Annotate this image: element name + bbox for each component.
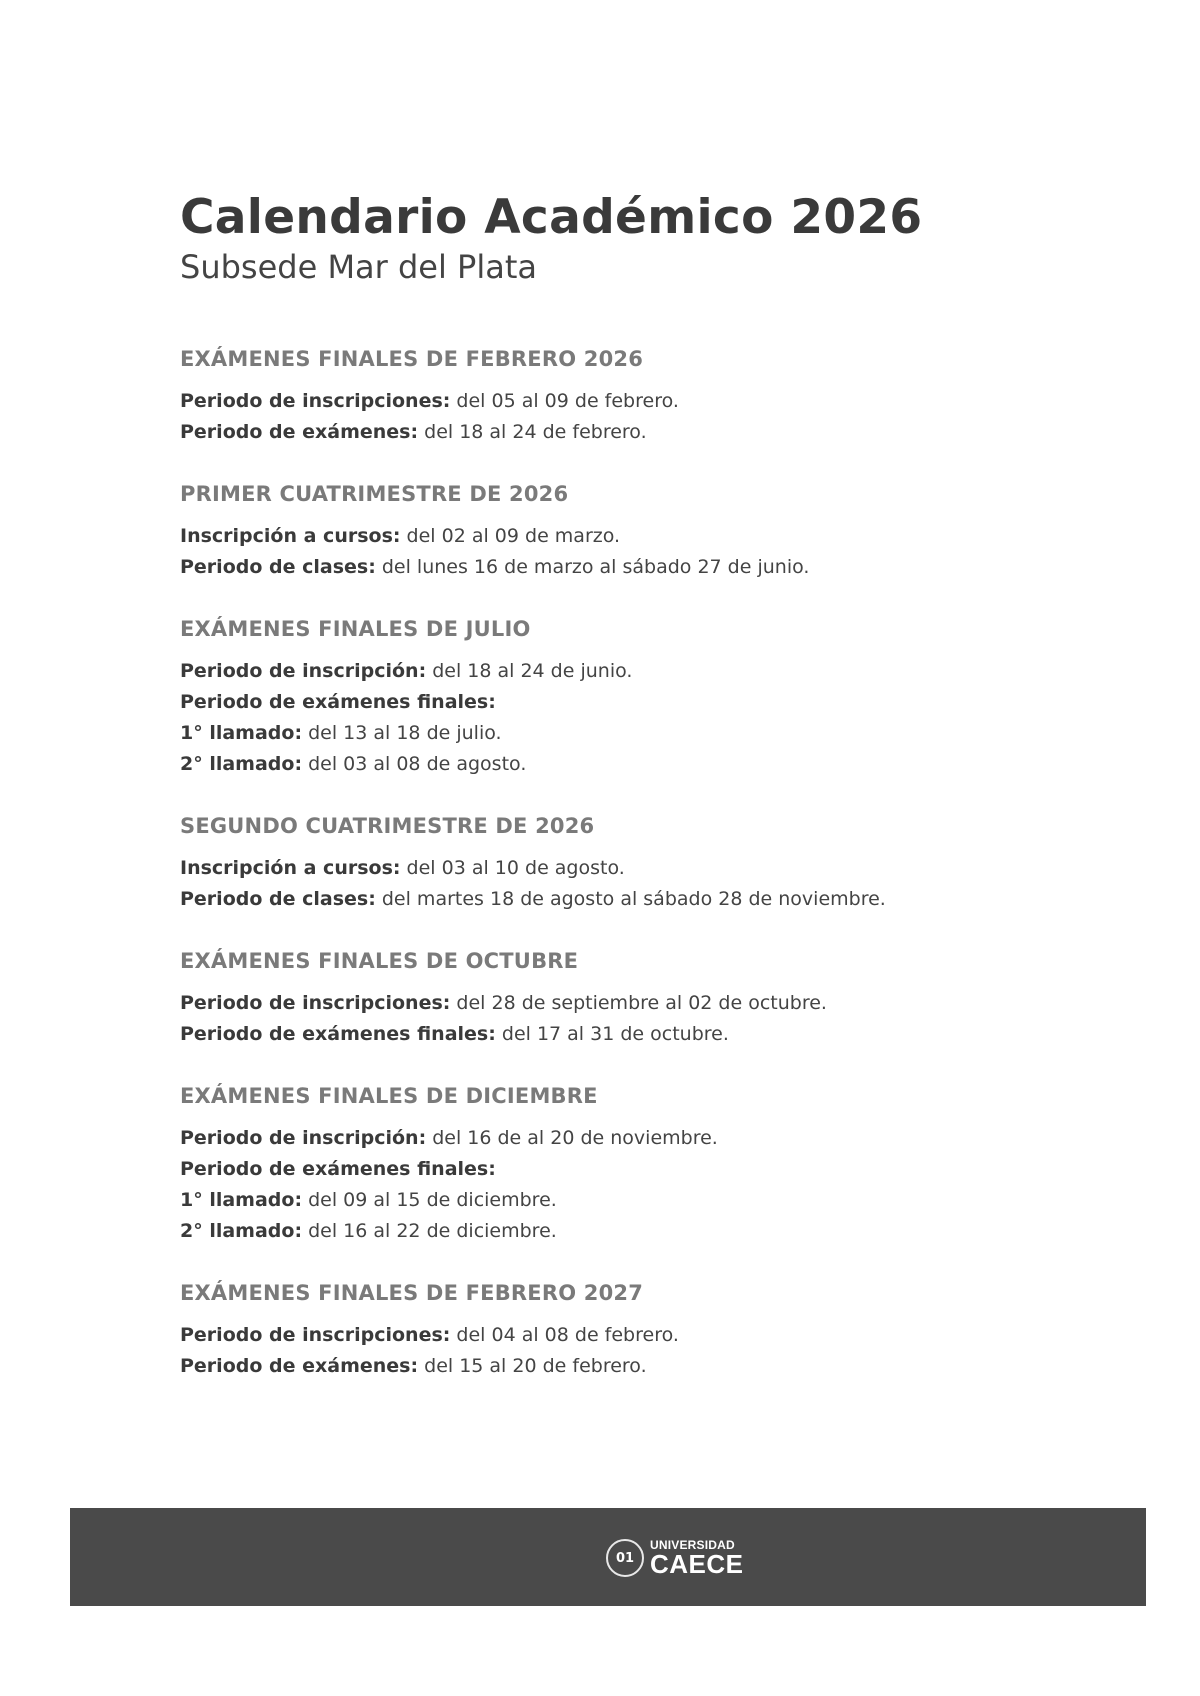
- entry-text: del 09 al 15 de diciembre.: [302, 1189, 557, 1211]
- calendar-entry: [180, 988, 1080, 1019]
- entry-label: Periodo de clases:: [180, 556, 376, 578]
- calendar-entry: [180, 552, 1080, 583]
- calendar-entry: [180, 718, 1080, 749]
- entry-label: Periodo de clases:: [180, 888, 376, 910]
- calendar-entry: [180, 1123, 1080, 1154]
- section-primer-cuatrimestre: [180, 481, 1080, 583]
- entry-label: 2° llamado:: [180, 753, 303, 775]
- entry-text: del 15 al 20 de febrero.: [418, 1355, 647, 1377]
- entry-label: Periodo de exámenes finales:: [180, 1158, 496, 1180]
- calendar-sections: [180, 346, 1080, 1382]
- logo-top-text: UNIVERSIDAD: [650, 1538, 735, 1552]
- calendar-entry: [180, 749, 1080, 780]
- entry-label: Periodo de exámenes finales:: [180, 1023, 496, 1045]
- entry-label: Inscripción a cursos:: [180, 525, 401, 547]
- section-heading: EXÁMENES FINALES DE DICIEMBRE: [180, 1084, 598, 1108]
- entry-label: Inscripción a cursos:: [180, 857, 401, 879]
- entry-text: del 16 al 22 de diciembre.: [302, 1220, 557, 1242]
- entry-label: Periodo de inscripción:: [180, 660, 427, 682]
- calendar-entry: [180, 687, 1080, 718]
- calendar-entry: [180, 386, 1080, 417]
- page-subtitle: Subsede Mar del Plata: [180, 248, 537, 286]
- calendar-entry: [180, 1185, 1080, 1216]
- calendar-entry: [180, 884, 1080, 915]
- entry-label: 1° llamado:: [180, 722, 303, 744]
- calendar-entry: [180, 521, 1080, 552]
- entry-text: del 18 al 24 de febrero.: [418, 421, 647, 443]
- entry-text: del 03 al 10 de agosto.: [400, 857, 625, 879]
- section-examenes-febrero-2026: [180, 346, 1080, 448]
- section-examenes-julio: [180, 616, 1080, 780]
- document-body: [180, 190, 1080, 1415]
- footer-bar: [70, 1508, 1146, 1606]
- entry-label: Periodo de inscripciones:: [180, 992, 451, 1014]
- university-logo: [606, 1538, 744, 1578]
- entry-label: Periodo de inscripciones:: [180, 390, 451, 412]
- calendar-entry: [180, 1154, 1080, 1185]
- section-heading: PRIMER CUATRIMESTRE DE 2026: [180, 482, 569, 506]
- entry-text: del 13 al 18 de julio.: [302, 722, 502, 744]
- calendar-entry: [180, 1019, 1080, 1050]
- section-heading: SEGUNDO CUATRIMESTRE DE 2026: [180, 814, 595, 838]
- page-title: Calendario Académico 2026: [180, 190, 923, 245]
- section-examenes-febrero-2027: [180, 1280, 1080, 1382]
- entry-text: del martes 18 de agosto al sábado 28 de noviembre.: [375, 888, 886, 910]
- entry-text: del 18 al 24 de junio.: [426, 660, 633, 682]
- entry-label: 2° llamado:: [180, 1220, 303, 1242]
- entry-text: del 17 al 31 de octubre.: [495, 1023, 729, 1045]
- section-heading: EXÁMENES FINALES DE OCTUBRE: [180, 949, 579, 973]
- entry-label: Periodo de exámenes finales:: [180, 691, 496, 713]
- logo-bottom-text: CAECE: [650, 1549, 744, 1579]
- calendar-entry: [180, 1351, 1080, 1382]
- section-heading: EXÁMENES FINALES DE JULIO: [180, 617, 531, 641]
- calendar-entry: [180, 656, 1080, 687]
- entry-label: 1° llamado:: [180, 1189, 303, 1211]
- section-examenes-diciembre: [180, 1083, 1080, 1247]
- entry-text: del 28 de septiembre al 02 de octubre.: [450, 992, 827, 1014]
- section-segundo-cuatrimestre: [180, 813, 1080, 915]
- calendar-entry: [180, 853, 1080, 884]
- entry-label: Periodo de exámenes:: [180, 421, 419, 443]
- section-heading: EXÁMENES FINALES DE FEBRERO 2027: [180, 1281, 644, 1305]
- entry-label: Periodo de exámenes:: [180, 1355, 419, 1377]
- entry-text: del lunes 16 de marzo al sábado 27 de junio.: [375, 556, 810, 578]
- calendar-entry: [180, 417, 1080, 448]
- seal-icon: 01: [606, 1539, 644, 1577]
- section-examenes-octubre: [180, 948, 1080, 1050]
- entry-text: del 16 de al 20 de noviembre.: [426, 1127, 718, 1149]
- calendar-entry: [180, 1216, 1080, 1247]
- logo-wordmark: [650, 1539, 744, 1577]
- section-heading: EXÁMENES FINALES DE FEBRERO 2026: [180, 347, 644, 371]
- calendar-entry: [180, 1320, 1080, 1351]
- entry-text: del 02 al 09 de marzo.: [400, 525, 621, 547]
- entry-text: del 03 al 08 de agosto.: [302, 753, 527, 775]
- entry-label: Periodo de inscripciones:: [180, 1324, 451, 1346]
- entry-text: del 05 al 09 de febrero.: [450, 390, 679, 412]
- entry-text: del 04 al 08 de febrero.: [450, 1324, 679, 1346]
- entry-label: Periodo de inscripción:: [180, 1127, 427, 1149]
